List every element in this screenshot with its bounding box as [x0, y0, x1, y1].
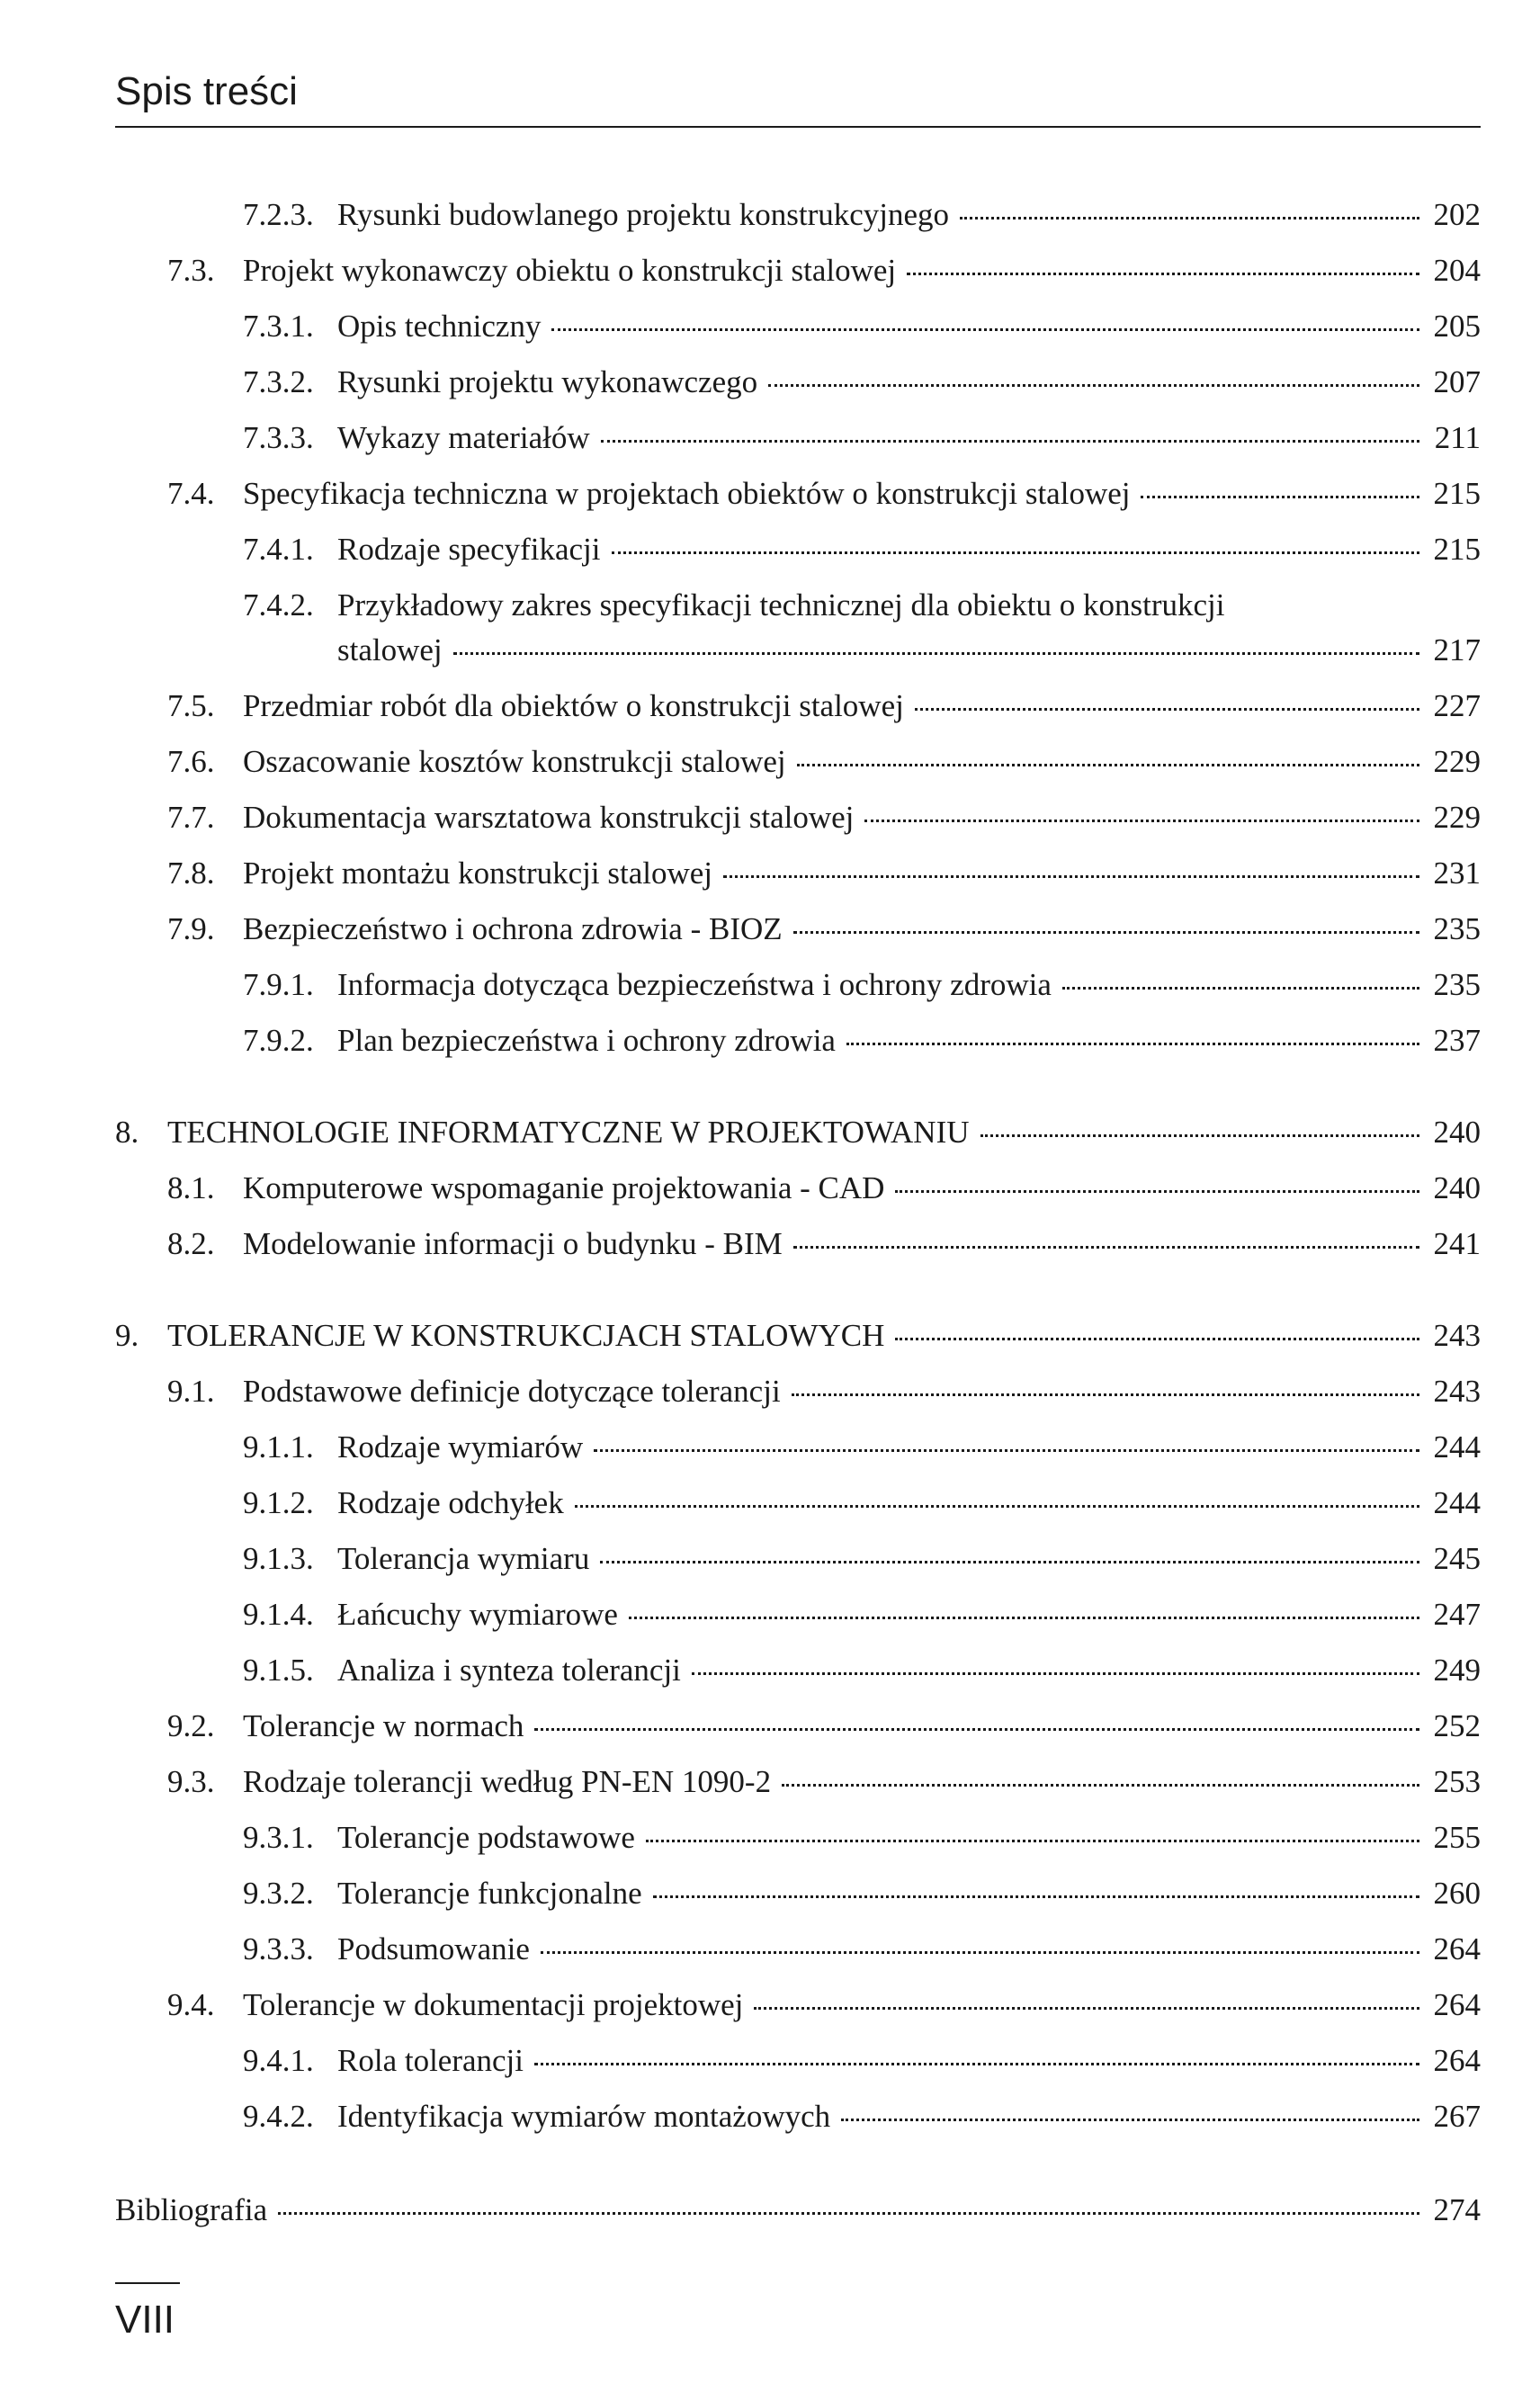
toc-entry-title: Projekt montażu konstrukcji stalowej — [243, 856, 712, 891]
toc-entry-number: 9.4. — [167, 1987, 215, 2022]
toc-entry-title: Oszacowanie kosztów konstrukcji stalowej — [243, 744, 786, 779]
toc-entry — [243, 1814, 1481, 1861]
toc-entry-page: 205 — [1433, 309, 1481, 344]
dot-leader — [782, 1784, 1419, 1787]
toc-entry-number: 9.3.1. — [243, 1820, 314, 1855]
toc-entry-page: 215 — [1433, 532, 1481, 567]
toc-entry-title: Rola tolerancji — [337, 2043, 524, 2078]
toc-entry-number: 8.1. — [167, 1170, 215, 1205]
dot-leader — [692, 1672, 1419, 1675]
toc-entry-page: 267 — [1433, 2099, 1481, 2134]
dot-leader — [575, 1505, 1419, 1508]
toc-entry-page: 260 — [1433, 1876, 1481, 1911]
toc-entry-number: 7.6. — [167, 744, 215, 779]
toc-entry-page: 229 — [1433, 744, 1481, 779]
toc-entry-number: 9.4.1. — [243, 2043, 314, 2078]
dot-leader — [594, 1449, 1419, 1452]
toc-entry-number: 7.8. — [167, 856, 215, 891]
dot-leader — [841, 2119, 1419, 2121]
toc-entry-title: Przedmiar robót dla obiektów o konstrukcji stalowej — [243, 688, 904, 723]
toc-entry-number: 7.4. — [167, 476, 215, 511]
toc-entry-page: 264 — [1433, 1987, 1481, 2022]
dot-leader — [601, 440, 1419, 443]
toc-entry-title: Plan bezpieczeństwa i ochrony zdrowia — [337, 1023, 836, 1058]
toc-entry-title: Specyfikacja techniczna w projektach obiektów o konstrukcji stalowej — [243, 476, 1131, 511]
toc-entry-title: Tolerancje podstawowe — [337, 1820, 635, 1855]
toc-entry-page: 231 — [1433, 856, 1481, 891]
toc-entry-page: 237 — [1433, 1023, 1481, 1058]
toc-entry-number: 9.1.1. — [243, 1429, 314, 1465]
toc-entry-page: 243 — [1433, 1374, 1481, 1409]
dot-leader — [895, 1190, 1419, 1193]
dot-leader — [453, 652, 1419, 655]
toc-entry-number: 9.1.2. — [243, 1485, 314, 1520]
toc-entry-page: 207 — [1433, 364, 1481, 399]
toc-entry-title: Łańcuchy wymiarowe — [337, 1597, 618, 1632]
toc-entry-title: Tolerancje funkcjonalne — [337, 1876, 642, 1911]
toc-entry-continuation — [337, 627, 1481, 674]
toc-entry-number: 9.4.2. — [243, 2099, 314, 2134]
toc-entry-number: 7.5. — [167, 688, 215, 723]
toc-entry-number: 7.9.1. — [243, 967, 314, 1002]
toc-entry-page: 217 — [1433, 632, 1481, 667]
toc-entry — [243, 526, 1481, 573]
toc-entry-number: 7.2.3. — [243, 197, 314, 232]
toc-entry — [167, 739, 1481, 785]
dot-leader — [793, 931, 1419, 934]
toc-entry — [243, 582, 1481, 629]
toc-entry — [167, 1982, 1481, 2029]
dot-leader — [907, 273, 1419, 275]
dot-leader — [754, 2007, 1419, 2010]
toc-entry — [243, 303, 1481, 350]
toc-entry-title: Przykładowy zakres specyfikacji technicznej dla obiektu o konstrukcji — [337, 587, 1225, 623]
toc-entry-page: 240 — [1433, 1115, 1481, 1150]
toc-entry-title: Wykazy materiałów — [337, 420, 590, 455]
toc-entry-title: Informacja dotycząca bezpieczeństwa i ochrony zdrowia — [337, 967, 1052, 1002]
dot-leader — [278, 2212, 1419, 2215]
toc-entry — [167, 850, 1481, 897]
toc-entry — [167, 683, 1481, 730]
dot-leader — [534, 1728, 1419, 1731]
toc-entry-page: 235 — [1433, 967, 1481, 1002]
dot-leader — [797, 764, 1419, 766]
toc-entry — [243, 1536, 1481, 1582]
dot-leader — [534, 2063, 1419, 2065]
toc-entry — [243, 1647, 1481, 1694]
toc-entry — [167, 1703, 1481, 1750]
toc-entry-title: Tolerancja wymiaru — [337, 1541, 590, 1576]
toc-entry-title: Analiza i synteza tolerancji — [337, 1653, 681, 1688]
toc-entry — [167, 1759, 1481, 1805]
toc-entry-title: Rysunki budowlanego projektu konstrukcyjnego — [337, 197, 950, 232]
dot-leader — [864, 820, 1419, 822]
toc-entry — [167, 470, 1481, 517]
toc-entry-number: 7.3. — [167, 253, 215, 288]
toc-entry-number: 7.9.2. — [243, 1023, 314, 1058]
toc-entry-page: 249 — [1433, 1653, 1481, 1688]
dot-leader — [646, 1840, 1419, 1842]
toc-entry-title: Identyfikacja wymiarów montażowych — [337, 2099, 831, 2134]
toc-entry-title: Modelowanie informacji o budynku - BIM — [243, 1226, 783, 1261]
toc-entry — [243, 415, 1481, 461]
dot-leader — [793, 1246, 1419, 1249]
toc-entry-page: 274 — [1433, 2192, 1481, 2227]
toc-entry — [243, 1017, 1481, 1064]
toc-entry-page: 252 — [1433, 1708, 1481, 1743]
toc-bibliography-entry — [115, 2187, 1481, 2234]
toc-entry-title: Rodzaje wymiarów — [337, 1429, 584, 1465]
toc-entry — [167, 906, 1481, 953]
toc-entry-number: 9.1. — [167, 1374, 215, 1409]
toc-entry — [243, 1480, 1481, 1527]
toc-entry-title: Tolerancje w dokumentacji projektowej — [243, 1987, 744, 2022]
toc-entry-page: 215 — [1433, 476, 1481, 511]
toc-entry-page: 253 — [1433, 1764, 1481, 1799]
toc-entry-page: 243 — [1433, 1318, 1481, 1353]
toc-entry-page: 264 — [1433, 2043, 1481, 2078]
toc-entry-number: 7.3.1. — [243, 309, 314, 344]
toc-entry — [243, 1870, 1481, 1917]
dot-leader — [980, 1134, 1419, 1137]
toc-entry — [243, 962, 1481, 1008]
toc-entry-number: 9.3.3. — [243, 1931, 314, 1966]
toc-entry — [243, 2093, 1481, 2140]
toc-entry-number: 7.4.2. — [243, 587, 314, 623]
footer-rule — [115, 2282, 180, 2284]
toc-entry-title-continued: stalowej — [337, 632, 443, 667]
toc-entry-number: 9.1.3. — [243, 1541, 314, 1576]
toc-entry-page: 264 — [1433, 1931, 1481, 1966]
toc-entry-number: 7.3.2. — [243, 364, 314, 399]
toc-entry — [243, 359, 1481, 406]
toc-entry-page: 240 — [1433, 1170, 1481, 1205]
toc-entry-number: 7.3.3. — [243, 420, 314, 455]
toc-entry-title: Podsumowanie — [337, 1931, 530, 1966]
dot-leader — [541, 1951, 1419, 1954]
toc-entry-page: 211 — [1434, 420, 1481, 455]
toc-entry — [243, 2038, 1481, 2084]
dot-leader — [551, 328, 1419, 331]
toc-entry-page: 247 — [1433, 1597, 1481, 1632]
toc-entry — [167, 1368, 1481, 1415]
toc-entry-title: TOLERANCJE W KONSTRUKCJACH STALOWYCH — [167, 1318, 885, 1353]
toc-entry-page: 241 — [1433, 1226, 1481, 1261]
dot-leader — [653, 1895, 1419, 1898]
toc-entry-title: Opis techniczny — [337, 309, 542, 344]
toc-entry-number: 8.2. — [167, 1226, 215, 1261]
dot-leader — [629, 1617, 1419, 1619]
toc-entry — [243, 1591, 1481, 1638]
toc-entry-page: 244 — [1433, 1485, 1481, 1520]
dot-leader — [1062, 987, 1419, 990]
toc-entry-title: Rodzaje tolerancji według PN-EN 1090-2 — [243, 1764, 772, 1799]
toc-entry-number: 7.4.1. — [243, 532, 314, 567]
toc-entry-page: 235 — [1433, 911, 1481, 946]
toc-entry-number: 9.3.2. — [243, 1876, 314, 1911]
dot-leader — [600, 1561, 1419, 1563]
toc-entry-number: 9.1.4. — [243, 1597, 314, 1632]
toc-entry-page: 202 — [1433, 197, 1481, 232]
dot-leader — [895, 1338, 1419, 1340]
toc-entry — [167, 247, 1481, 294]
toc-entry-title: Dokumentacja warsztatowa konstrukcji stalowej — [243, 800, 855, 835]
toc-entry-number: 8. — [115, 1115, 139, 1150]
toc-entry — [243, 192, 1481, 238]
toc-entry-title: Komputerowe wspomaganie projektowania - CAD — [243, 1170, 885, 1205]
toc-entry-page: 255 — [1433, 1820, 1481, 1855]
toc-entry-page: 204 — [1433, 253, 1481, 288]
toc-chapter-entry — [115, 1312, 1481, 1359]
toc-entry-title: Podstawowe definicje dotyczące tolerancji — [243, 1374, 781, 1409]
toc-entry-title: Bibliografia — [115, 2192, 268, 2227]
toc-chapter-entry — [115, 1109, 1481, 1156]
dot-leader — [846, 1043, 1419, 1045]
toc-entry-title: Projekt wykonawczy obiektu o konstrukcji stalowej — [243, 253, 897, 288]
toc-entry-number: 9.2. — [167, 1708, 215, 1743]
dot-leader — [960, 217, 1419, 219]
toc-entry-number: 9. — [115, 1318, 139, 1353]
dot-leader — [612, 551, 1419, 554]
toc-entry-title: Rodzaje specyfikacji — [337, 532, 601, 567]
toc-entry-page: 245 — [1433, 1541, 1481, 1576]
toc-entry — [167, 1221, 1481, 1268]
toc-entry-title: TECHNOLOGIE INFORMATYCZNE W PROJEKTOWANIU — [167, 1115, 970, 1150]
toc-entry-title: Tolerancje w normach — [243, 1708, 524, 1743]
toc-entry-number: 9.3. — [167, 1764, 215, 1799]
toc-entry-title: Rodzaje odchyłek — [337, 1485, 564, 1520]
page-number: VIII — [115, 2298, 175, 2342]
toc-entry-number: 7.7. — [167, 800, 215, 835]
toc-entry — [243, 1424, 1481, 1471]
toc-entry — [167, 794, 1481, 841]
toc-entry-page: 227 — [1433, 688, 1481, 723]
dot-leader — [1141, 496, 1419, 498]
dot-leader — [723, 875, 1419, 878]
toc-entry-number: 7.9. — [167, 911, 215, 946]
toc-entry-number: 9.1.5. — [243, 1653, 314, 1688]
page-header-title: Spis treści — [115, 69, 298, 113]
toc-entry-title: Bezpieczeństwo i ochrona zdrowia - BIOZ — [243, 911, 783, 946]
dot-leader — [792, 1393, 1419, 1396]
toc-entry-page: 229 — [1433, 800, 1481, 835]
dot-leader — [915, 708, 1419, 711]
toc-entry-title: Rysunki projektu wykonawczego — [337, 364, 758, 399]
toc-entry-page: 244 — [1433, 1429, 1481, 1465]
toc-entry — [243, 1926, 1481, 1973]
toc-entry — [167, 1165, 1481, 1212]
dot-leader — [768, 384, 1419, 387]
